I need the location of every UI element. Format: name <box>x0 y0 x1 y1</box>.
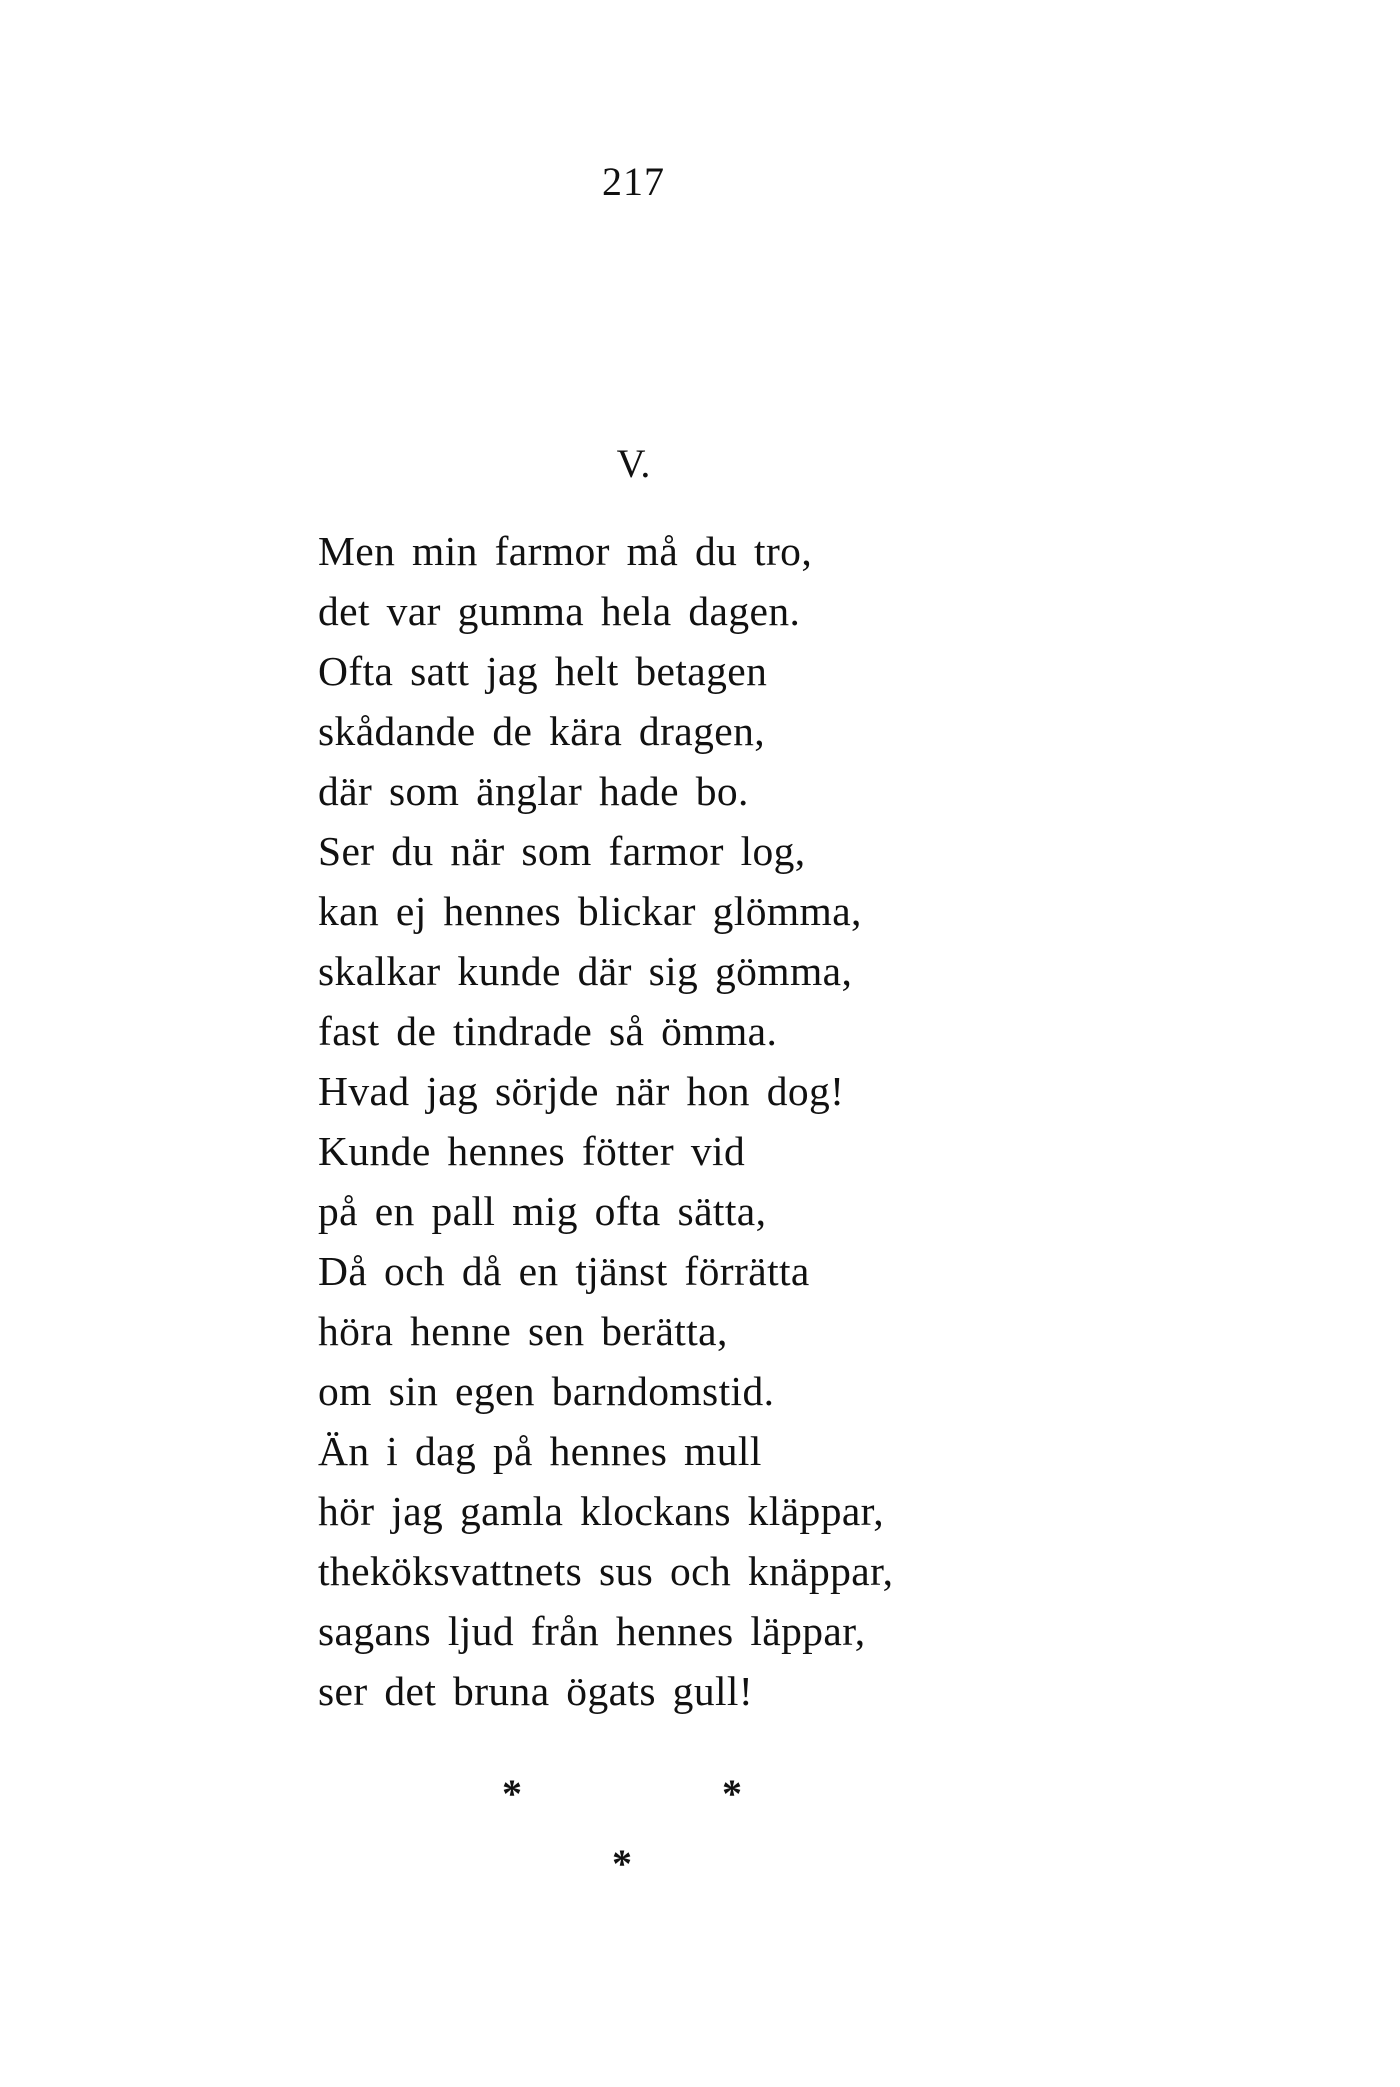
poem-line: Hvad jag sörjde när hon dog! <box>318 1068 845 1114</box>
asterism-star: * <box>502 1771 522 1816</box>
poem <box>318 521 893 1721</box>
poem-line: skalkar kunde där sig gömma, <box>318 948 853 994</box>
poem-line: Men min farmor må du tro, <box>318 528 813 574</box>
poem-line: där som änglar hade bo. <box>318 768 749 814</box>
page-number: 217 <box>602 159 665 204</box>
poem-line: Ofta satt jag helt betagen <box>318 648 768 694</box>
poem-line: hör jag gamla klockans kläppar, <box>318 1488 884 1534</box>
poem-line: höra henne sen berätta, <box>318 1308 728 1354</box>
poem-line: Kunde hennes fötter vid <box>318 1128 746 1174</box>
poem-line: sagans ljud från hennes läppar, <box>318 1608 866 1654</box>
section-heading: V. <box>616 441 651 486</box>
poem-line: på en pall mig ofta sätta, <box>318 1188 767 1234</box>
poem-line: kan ej hennes blickar glömma, <box>318 888 862 934</box>
poem-line: det var gumma hela dagen. <box>318 588 801 634</box>
poem-line: ser det bruna ögats gull! <box>318 1668 754 1714</box>
poem-line: om sin egen barndomstid. <box>318 1368 775 1414</box>
poem-line: Än i dag på hennes mull <box>318 1428 762 1474</box>
poem-line: fast de tindrade så ömma. <box>318 1008 778 1054</box>
poem-line: Då och då en tjänst förrätta <box>318 1248 810 1294</box>
asterism-star: * <box>722 1771 742 1816</box>
poem-line: skådande de kära dragen, <box>318 708 765 754</box>
asterism-star: * <box>612 1841 632 1886</box>
poem-line: Ser du när som farmor log, <box>318 828 806 874</box>
poem-line: theköksvattnets sus och knäppar, <box>318 1548 894 1594</box>
